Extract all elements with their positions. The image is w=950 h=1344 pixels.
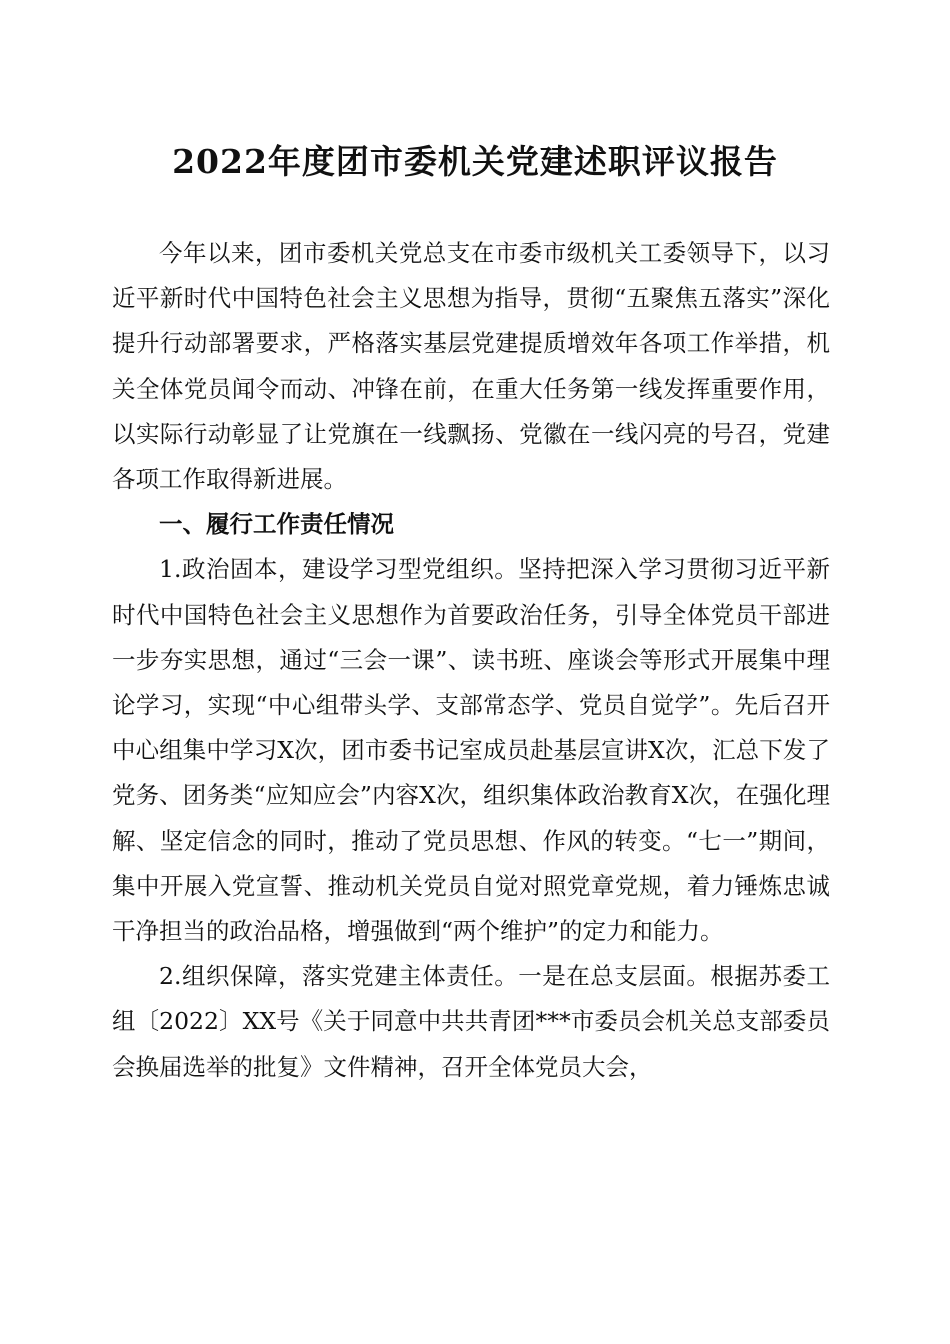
paragraph-political-foundation: 1.政治固本，建设学习型党组织。坚持把深入学习贯彻习近平新时代中国特色社会主义思想作为首要政治任务，引导全体党员干部进一步夯实思想，通过“三会一课”、读书班、座谈会等形式开展集中理论学习，实现“中心组带头学、支部常态学、党员自觉学”。先后召开中心组集中学习X次，团市委书记室成员赴基层宣讲X次，汇总下发了党务、团务类“应知应会”内容X次，组织集体政治教育X次，在强化理解、坚定信念的同时，推动了党员思想、作风的转变。“七一”期间，集中开展入党宣誓、推动机关党员自觉对照党章党规，着力锤炼忠诚干净担当的政治品格，增强做到“两个维护”的定力和能力。 xyxy=(112,555,830,946)
document-title: 2022年度团市委机关党建述职评议报告 xyxy=(172,142,778,181)
document-body xyxy=(112,231,830,1090)
section-heading: 一、履行工作责任情况 xyxy=(159,510,394,539)
intro-paragraph: 今年以来，团市委机关党总支在市委市级机关工委领导下，以习近平新时代中国特色社会主义思想为指导，贯彻“五聚焦五落实”深化提升行动部署要求，严格落实基层党建提质增效年各项工作举措，机关全体党员闻令而动、冲锋在前，在重大任务第一线发挥重要作用，以实际行动彰显了让党旗在一线飘扬、党徽在一线闪亮的号召，党建各项工作取得新进展。 xyxy=(112,239,830,494)
paragraph-organizational-guarantee: 2.组织保障，落实党建主体责任。一是在总支层面。根据苏委工组〔2022〕XX号《关于同意中共共青团***市委员会机关总支部委员会换届选举的批复》文件精神，召开全体党员大会， xyxy=(112,962,830,1081)
